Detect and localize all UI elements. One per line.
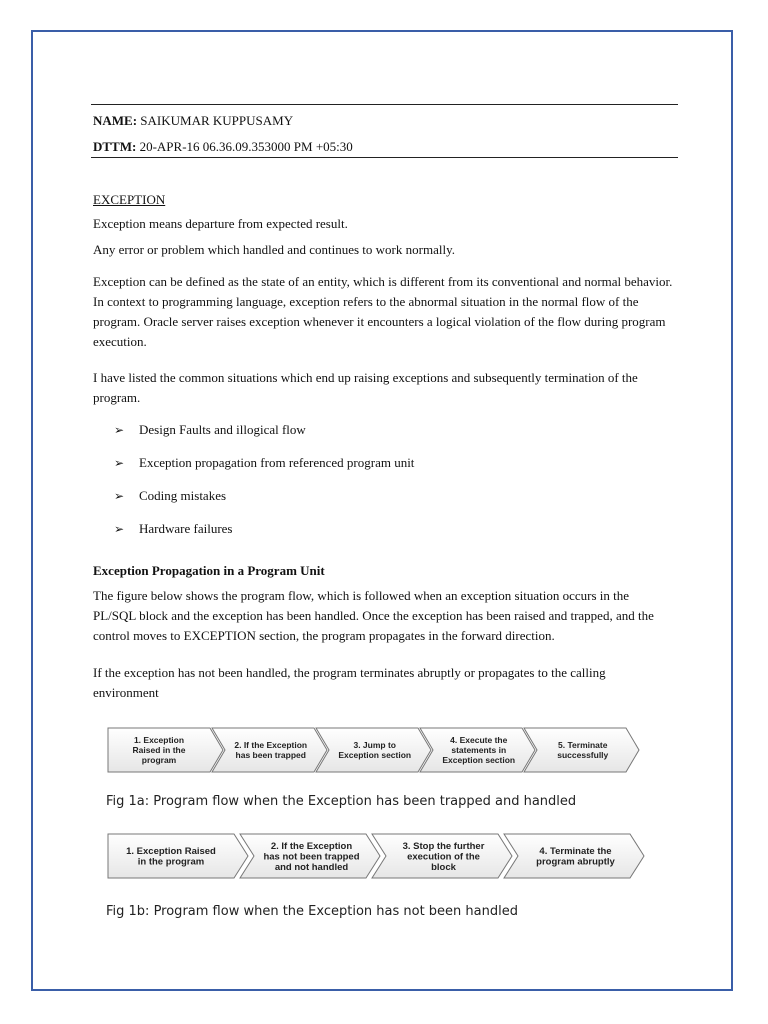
flow-step-1-label: Raised in the bbox=[132, 744, 186, 755]
flow-step-2-label: has been trapped bbox=[235, 749, 306, 760]
header-bottom-rule bbox=[91, 157, 678, 158]
list-item: Exception propagation from referenced program unit bbox=[139, 455, 415, 470]
name-label: NAME: bbox=[93, 113, 138, 128]
flow-step-2-label: 2. If the Exception bbox=[270, 840, 353, 852]
flow-step-3-label: 3. Jump to bbox=[353, 739, 397, 750]
dttm-label: DTTM: bbox=[93, 139, 137, 154]
flow-step-1-label: 1. Exception bbox=[133, 734, 185, 745]
bullet-arrow-icon: ➢ bbox=[114, 423, 125, 437]
flow-step-4-label: statements in bbox=[451, 744, 507, 755]
header-top-rule bbox=[91, 104, 678, 105]
list-item: Hardware failures bbox=[139, 521, 233, 536]
flow-step-3-label: 3. Stop the further bbox=[402, 840, 485, 852]
propagation-paragraph: The figure below shows the program flow, which is followed when an exception situation occurs in the PL/SQL block and the exception has been handled. Once the exception has been raised and trapped, and the control moves to EXCEPTION section, the program propagates in the forward direction. bbox=[93, 588, 654, 643]
section-title-exception: EXCEPTION bbox=[93, 192, 166, 207]
section-title-propagation: Exception Propagation in a Program Unit bbox=[93, 563, 325, 578]
definition-line-1: Exception means departure from expected result. bbox=[93, 216, 348, 231]
flow-step-3-label: Exception section bbox=[338, 749, 412, 760]
flow-step-2-label: and not handled bbox=[274, 861, 349, 873]
flow-step-4-label: Exception section bbox=[442, 754, 516, 765]
name-value: SAIKUMAR KUPPUSAMY bbox=[140, 113, 294, 128]
flow-diagram-1b bbox=[106, 832, 651, 882]
flow-step-1-label: 1. Exception Raised bbox=[126, 846, 216, 858]
flow-step-5-label: successfully bbox=[557, 749, 609, 760]
dttm-value: 20-APR-16 06.36.09.353000 PM +05:30 bbox=[139, 139, 353, 154]
bullet-arrow-icon: ➢ bbox=[114, 489, 125, 503]
flow-step-2-label: has not been trapped bbox=[263, 851, 360, 863]
flow-step-5-label: 5. Terminate bbox=[558, 739, 608, 750]
flow-step-1-label: in the program bbox=[137, 856, 205, 868]
flow-step-3-label: execution of the bbox=[407, 851, 480, 863]
list-item: Coding mistakes bbox=[139, 488, 227, 503]
bullet-arrow-icon: ➢ bbox=[114, 522, 125, 536]
definition-line-2: Any error or problem which handled and continues to work normally. bbox=[93, 242, 455, 257]
exception-paragraph: Exception can be defined as the state of an entity, which is different from its conventional and normal behavior. In context to programming language, exception refers to the abnormal situation in the normal flow of the program. Oracle server raises exception whenever it encounters a logical violation of the flow during program execution. bbox=[93, 274, 673, 349]
flow-step-1-label: program bbox=[141, 754, 177, 765]
flow-step-3-label: block bbox=[431, 861, 456, 873]
fig1b-caption: Fig 1b: Program flow when the Exception has not been handled bbox=[106, 904, 518, 919]
fig1a-caption: Fig 1a: Program flow when the Exception has been trapped and handled bbox=[106, 794, 577, 809]
flow-step-4-label: 4. Terminate the bbox=[539, 846, 612, 858]
bullet-arrow-icon: ➢ bbox=[114, 456, 125, 470]
situations-paragraph: I have listed the common situations which end up raising exceptions and subsequently termination of the program. bbox=[93, 370, 638, 405]
flow-step-4-label: program abruptly bbox=[536, 856, 615, 868]
dttm-line bbox=[93, 137, 353, 157]
flow-step-4-label: 4. Execute the bbox=[450, 734, 508, 745]
flow-step-2-label: 2. If the Exception bbox=[234, 739, 308, 750]
flow-diagram-1a bbox=[106, 726, 656, 776]
list-item: Design Faults and illogical flow bbox=[139, 422, 306, 437]
name-line bbox=[93, 111, 293, 131]
unhandled-paragraph: If the exception has not been handled, the program terminates abruptly or propagates to the calling environment bbox=[93, 665, 606, 700]
